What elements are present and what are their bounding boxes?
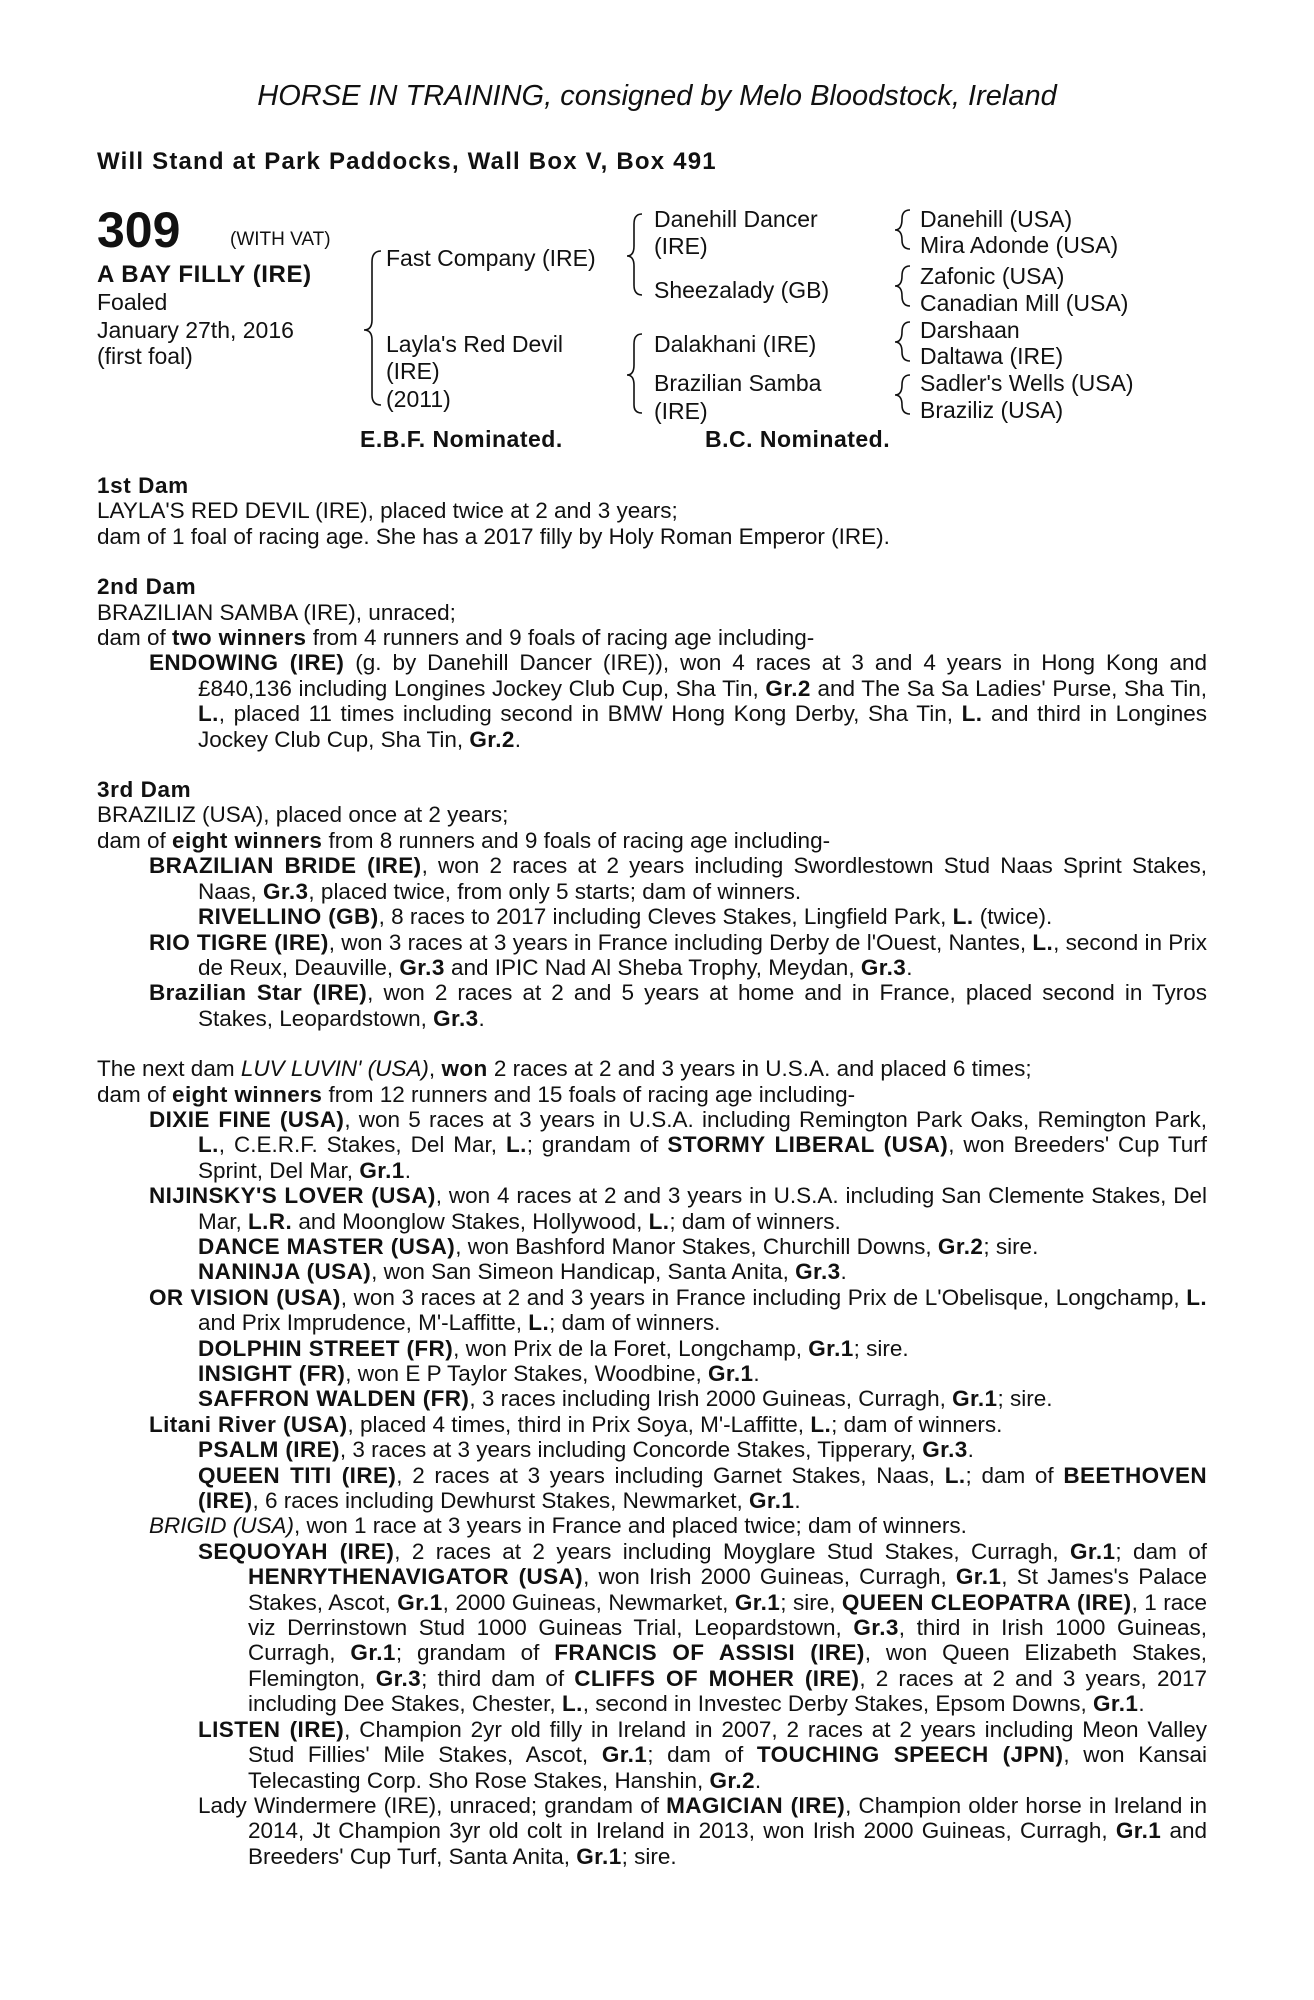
produce-saffron-walden: SAFFRON WALDEN (FR), 3 races including Irish 2000 Guineas, Curragh, Gr.1; sire. <box>198 1386 1053 1412</box>
pedigree-dam-line3: (2011) <box>386 386 451 412</box>
third-dam-heading: 3rd Dam <box>97 777 192 803</box>
foaled-date: January 27th, 2016 <box>97 317 294 343</box>
produce-queen-titi: QUEEN TITI (IRE), 2 races at 3 years including Garnet Stakes, Naas, L.; dam of BEETHOVEN (IRE), 6 races including Dewhurst Stakes, Newmarket, Gr.1. <box>198 1462 1207 1514</box>
produce-rivellino: RIVELLINO (GB), 8 races to 2017 including Cleves Stakes, Lingfield Park, L. (twice). <box>198 904 1053 930</box>
produce-endowing: ENDOWING (IRE) (g. by Danehill Dancer (IRE)), won 4 races at 3 and 4 years in Hong Kong and £840,136 including Longines Jockey Club Cup, Sha Tin, Gr.2 and The Sa Sa Ladies' Purse, Sha Tin, L., placed 11 times including second in BMW Hong Kong Derby, Sha Tin, L. and third in Longines Jockey Club Cup, Sha Tin, Gr.2. <box>149 650 1207 752</box>
pedigree-sire-sire-line2: (IRE) <box>654 233 708 259</box>
pedigree-dam-line1: Layla's Red Devil <box>386 331 563 357</box>
bc-nominated: B.C. Nominated. <box>705 426 891 452</box>
third-dam-line2: dam of eight winners from 8 runners and 9 foals of racing age including- <box>97 827 831 853</box>
produce-litani-river: Litani River (USA), placed 4 times, third in Prix Soya, M'-Laffitte, L.; dam of winners. <box>149 1411 1003 1437</box>
pedigree-sdd: Canadian Mill (USA) <box>920 290 1129 316</box>
produce-listen: LISTEN (IRE), Champion 2yr old filly in Ireland in 2007, 2 races at 2 years including Meon Valley Stud Fillies' Mile Stakes, Ascot, Gr.1; dam of TOUCHING SPEECH (JPN), won Kansai Telecasting Corp. Sho Rose Stakes, Hanshin, Gr.2. <box>198 1716 1208 1793</box>
next-dam-line2: dam of eight winners from 12 runners and 15 foals of racing age including- <box>97 1081 856 1107</box>
produce-or-vision: OR VISION (USA), won 3 races at 2 and 3 years in France including Prix de L'Obelisque, Longchamp, L. and Prix Imprudence, M'-Laffitte, L.; dam of winners. <box>149 1284 1207 1336</box>
first-dam-line2: dam of 1 foal of racing age. She has a 2017 filly by Holy Roman Emperor (IRE). <box>97 523 890 549</box>
produce-naninja: NANINJA (USA), won San Simeon Handicap, Santa Anita, Gr.3. <box>198 1259 847 1285</box>
produce-brazilian-bride: BRAZILIAN BRIDE (IRE), won 2 races at 2 years including Swordlestown Stud Naas Sprint Stakes, Naas, Gr.3, placed twice, from only 5 starts; dam of winners. <box>149 853 1207 904</box>
pedigree-sds: Zafonic (USA) <box>920 263 1065 289</box>
vat-note: (WITH VAT) <box>230 229 331 250</box>
pedigree-dsd: Daltawa (IRE) <box>920 343 1064 369</box>
pedigree-dam-sire: Dalakhani (IRE) <box>654 331 817 357</box>
produce-psalm: PSALM (IRE), 3 races at 3 years including Concorde Stakes, Tipperary, Gr.3. <box>198 1437 974 1463</box>
dam-details <box>97 473 1207 1869</box>
pedigree-dam-dam-line2: (IRE) <box>654 398 708 424</box>
third-dam-line1: BRAZILIZ (USA), placed once at 2 years; <box>97 802 509 828</box>
first-foal-note: (first foal) <box>97 343 193 369</box>
next-dam-line1: The next dam LUV LUVIN' (USA), won 2 races at 2 and 3 years in U.S.A. and placed 6 times; <box>97 1056 1032 1082</box>
stand-location: Will Stand at Park Paddocks, Wall Box V, Box 491 <box>97 148 717 175</box>
produce-lady-windermere: Lady Windermere (IRE), unraced; grandam of MAGICIAN (IRE), Champion older horse in Ireland in 2014, Jt Champion 3yr old colt in Ireland in 2013, won Irish 2000 Guineas, Curragh, Gr.1 and Breeders' Cup Turf, Santa Anita, Gr.1; sire. <box>198 1792 1207 1869</box>
pedigree-sire: Fast Company (IRE) <box>386 245 596 271</box>
pedigree-dam-line2: (IRE) <box>386 358 440 384</box>
produce-brigid: BRIGID (USA), won 1 race at 3 years in France and placed twice; dam of winners. <box>149 1513 967 1539</box>
first-dam-line1: LAYLA'S RED DEVIL (IRE), placed twice at 2 and 3 years; <box>97 498 678 524</box>
lot-number: 309 <box>97 202 181 258</box>
pedigree-dds: Sadler's Wells (USA) <box>920 370 1134 396</box>
consignment-title: HORSE IN TRAINING, consigned by Melo Bloodstock, Ireland <box>257 80 1057 112</box>
produce-rio-tigre: RIO TIGRE (IRE), won 3 races at 3 years in France including Derby de l'Ouest, Nantes, L., second in Prix de Reux, Deauville, Gr.3 and IPIC Nad Al Sheba Trophy, Meydan, Gr.3. <box>149 929 1207 980</box>
pedigree-dam-dam-line1: Brazilian Samba <box>654 370 822 396</box>
produce-dolphin-street: DOLPHIN STREET (FR), won Prix de la Foret, Longchamp, Gr.1; sire. <box>198 1335 909 1361</box>
ebf-nominated: E.B.F. Nominated. <box>360 426 563 452</box>
second-dam-line1: BRAZILIAN SAMBA (IRE), unraced; <box>97 599 456 625</box>
pedigree-ssd: Mira Adonde (USA) <box>920 232 1119 258</box>
produce-insight: INSIGHT (FR), won E P Taylor Stakes, Woodbine, Gr.1. <box>198 1361 760 1386</box>
pedigree-sire-sire-line1: Danehill Dancer <box>654 206 818 232</box>
produce-dance-master: DANCE MASTER (USA), won Bashford Manor Stakes, Churchill Downs, Gr.2; sire. <box>198 1233 1039 1259</box>
second-dam-line2: dam of two winners from 4 runners and 9 foals of racing age including- <box>97 625 815 651</box>
produce-dixie-fine: DIXIE FINE (USA), won 5 races at 3 years in U.S.A. including Remington Park Oaks, Remington Park, L., C.E.R.F. Stakes, Del Mar, L.; grandam of STORMY LIBERAL (USA), won Breeders' Cup Turf Sprint, Del Mar, Gr.1. <box>149 1106 1208 1183</box>
pedigree-sire-dam: Sheezalady (GB) <box>654 277 830 303</box>
lot-name: A BAY FILLY (IRE) <box>97 261 312 288</box>
pedigree-sss: Danehill (USA) <box>920 206 1073 232</box>
second-dam-heading: 2nd Dam <box>97 574 197 600</box>
pedigree-ddd: Braziliz (USA) <box>920 397 1064 423</box>
produce-sequoyah: SEQUOYAH (IRE), 2 races at 2 years including Moyglare Stud Stakes, Curragh, Gr.1; dam of HENRYTHENAVIGATOR (USA), won Irish 2000 Guineas, Curragh, Gr.1, St James's Palace Stakes, Ascot, Gr.1, 2000 Guineas, Newmarket, Gr.1; sire, QUEEN CLEOPATRA (IRE), 1 race viz Derrinstown Stud 1000 Guineas Trial, Leopardstown, Gr.3, third in Irish 1000 Guineas, Curragh, Gr.1; grandam of FRANCIS OF ASSISI (IRE), won Queen Elizabeth Stakes, Flemington, Gr.3; third dam of CLIFFS OF MOHER (IRE), 2 races at 2 and 3 years, 2017 including Dee Stakes, Chester, L., second in Investec Derby Stakes, Epsom Downs, Gr.1. <box>198 1538 1208 1717</box>
produce-brazilian-star: Brazilian Star (IRE), won 2 races at 2 and 5 years at home and in France, placed second in Tyros Stakes, Leopardstown, Gr.3. <box>149 980 1208 1031</box>
foaled-label: Foaled <box>97 289 168 315</box>
first-dam-heading: 1st Dam <box>97 473 189 498</box>
produce-nijinskys-lover: NIJINSKY'S LOVER (USA), won 4 races at 2 and 3 years in U.S.A. including San Clemente Stakes, Del Mar, L.R. and Moonglow Stakes, Hollywood, L.; dam of winners. <box>149 1183 1207 1234</box>
pedigree-dss: Darshaan <box>920 317 1020 343</box>
